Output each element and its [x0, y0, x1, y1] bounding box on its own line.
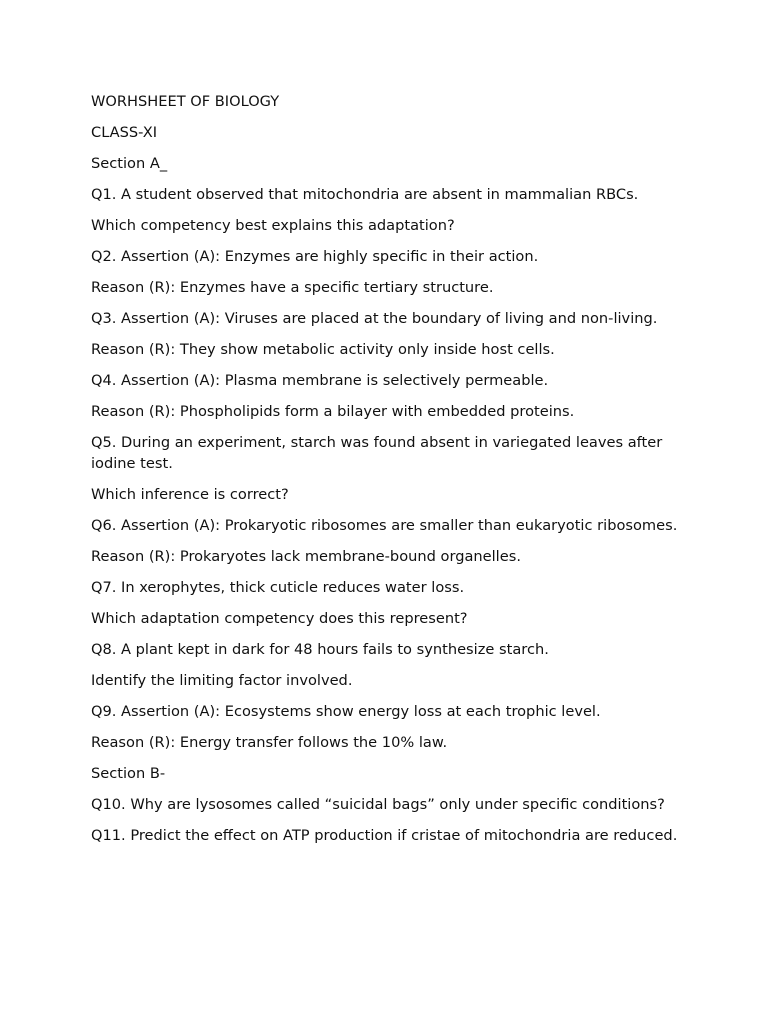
question-8-prompt: Identify the limiting factor involved. [91, 672, 353, 689]
worksheet-page [91, 91, 691, 856]
question-3: Q3. Assertion (A): Viruses are placed at the boundary of living and non-living. [91, 310, 658, 327]
question-4-reason: Reason (R): Phospholipids form a bilayer with embedded proteins. [91, 403, 575, 420]
question-8: Q8. A plant kept in dark for 48 hours fails to synthesize starch. [91, 641, 549, 658]
question-1: Q1. A student observed that mitochondria are absent in mammalian RBCs. [91, 186, 639, 203]
question-11: Q11. Predict the effect on ATP production if cristae of mitochondria are reduced. [91, 827, 678, 844]
question-6: Q6. Assertion (A): Prokaryotic ribosomes are smaller than eukaryotic ribosomes. [91, 517, 678, 534]
question-1-prompt: Which competency best explains this adaptation? [91, 217, 455, 234]
question-5: Q5. During an experiment, starch was found absent in variegated leaves after iodine test. [91, 434, 663, 472]
class-label: CLASS-XI [91, 124, 158, 141]
section-b-heading: Section B- [91, 765, 166, 782]
question-7: Q7. In xerophytes, thick cuticle reduces water loss. [91, 579, 465, 596]
question-9: Q9. Assertion (A): Ecosystems show energy loss at each trophic level. [91, 703, 601, 720]
question-10: Q10. Why are lysosomes called “suicidal bags” only under specific conditions? [91, 796, 665, 813]
question-9-reason: Reason (R): Energy transfer follows the 10% law. [91, 734, 448, 751]
question-6-reason: Reason (R): Prokaryotes lack membrane-bound organelles. [91, 548, 521, 565]
question-2-reason: Reason (R): Enzymes have a specific tertiary structure. [91, 279, 494, 296]
question-2: Q2. Assertion (A): Enzymes are highly specific in their action. [91, 248, 539, 265]
question-7-prompt: Which adaptation competency does this represent? [91, 610, 468, 627]
section-a-heading: Section A_ [91, 155, 168, 172]
question-5-prompt: Which inference is correct? [91, 486, 289, 503]
question-3-reason: Reason (R): They show metabolic activity only inside host cells. [91, 341, 555, 358]
question-4: Q4. Assertion (A): Plasma membrane is selectively permeable. [91, 372, 549, 389]
worksheet-title: WORHSHEET OF BIOLOGY [91, 93, 280, 110]
